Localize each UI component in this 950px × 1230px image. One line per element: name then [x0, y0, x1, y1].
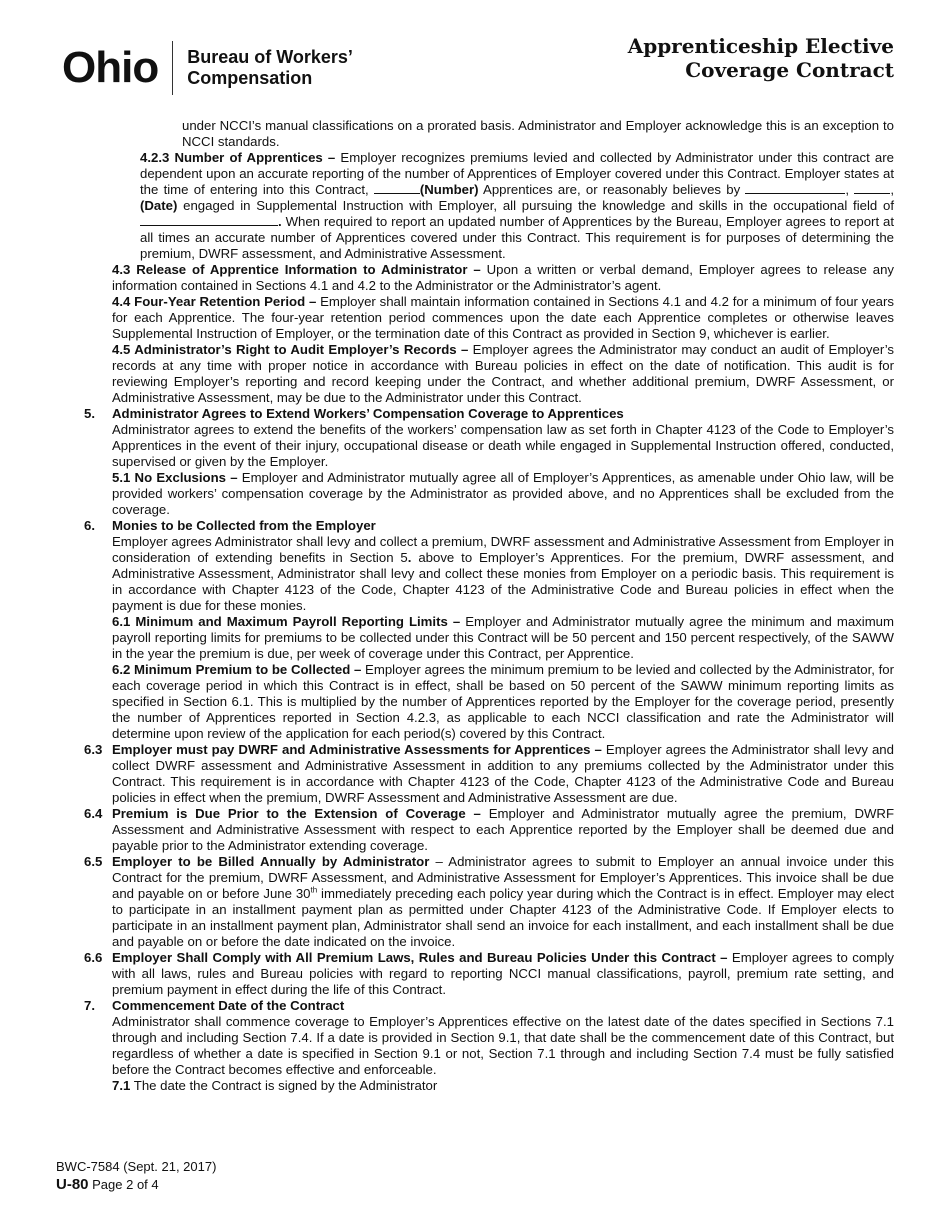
section-4-2-3-heading: 4.2.3 Number of Apprentices –: [140, 150, 336, 165]
ohio-logo-text: Ohio: [62, 43, 159, 92]
section-5-number: 5.: [84, 406, 95, 421]
section-4-3: 4.3 Release of Apprentice Information to Administrator – Upon a written or verbal demand, Employer agrees to release any information contained in Sections 4.1 and 4.2 to the Administrator or the Administrator’s agent.: [112, 262, 894, 293]
section-4-4: 4.4 Four-Year Retention Period – Employer shall maintain information contained in Sections 4.1 and 4.2 for a minimum of four years for each Apprentice. The four-year retention period commences upon the date each Apprentice completes or otherwise leaves Supplemental Instruction of Employer, or the termination date of this Contract as provided in Section 9, whichever is earlier.: [112, 294, 894, 341]
logo-divider: [172, 41, 173, 95]
section-6-heading: Monies to be Collected from the Employer: [112, 518, 376, 533]
section-4-3-heading: 4.3 Release of Apprentice Information to Administrator –: [112, 262, 481, 277]
section-7-1-heading: 7.1: [112, 1078, 131, 1093]
continued-paragraph: under NCCI’s manual classifications on a prorated basis. Administrator and Employer acknowledge this is an exception to NCCI standards.: [182, 118, 894, 149]
section-4-5: 4.5 Administrator’s Right to Audit Employer’s Records – Employer agrees the Administrator may conduct an audit of Employer’s records at any time with proper notice in accordance with Bureau policies in effect on the date of notification. This audit is for reviewing Employer’s reporting and record keeping under the Contract, and whether additional premium, DWRF Assessment, or Administrative Assessment, may be due to the Administrator under this Contract.: [112, 342, 894, 405]
contract-body: [84, 118, 894, 1094]
section-6-number: 6.: [84, 518, 95, 533]
section-7: [84, 998, 894, 1094]
org-name: [187, 47, 353, 89]
section-6-3-number: 6.3: [84, 742, 103, 757]
section-5-1-heading: 5.1 No Exclusions –: [112, 470, 238, 485]
section-4-4-heading: 4.4 Four-Year Retention Period –: [112, 294, 317, 309]
year-blank[interactable]: [854, 182, 890, 194]
section-7-number: 7.: [84, 998, 95, 1013]
section-4-5-heading: 4.5 Administrator’s Right to Audit Employer’s Records –: [112, 342, 469, 357]
form-title: [628, 34, 894, 82]
bwc-logo: [62, 38, 353, 98]
number-blank[interactable]: [374, 182, 420, 194]
page-number: Page 2 of 4: [88, 1177, 159, 1192]
form-code: U-80: [56, 1176, 89, 1193]
section-5: [84, 406, 894, 518]
org-line-2: Compensation: [187, 68, 313, 88]
section-7-text: Administrator shall commence coverage to Employer’s Apprentices effective on the latest date of the dates specified in Sections 7.1 through and including Section 7.4. If a date is provided in Section 9.1, that date shall be the commencement date of this Contract, but regardless of whether a date is specified in Section 9.1 or not, Section 7.1 through and including Section 7.4 must be fully satisfied before the Contract becomes effective and enforceable.: [112, 1014, 894, 1077]
section-6-4: 6.4 Premium is Due Prior to the Extension of Coverage – Employer and Administrator mutually agree the premium, DWRF Assessment and Administrative Assessment with respect to each Apprentice reported by the Employer shall be deemed due and payable prior to the Administrator extending coverage.: [84, 806, 894, 853]
section-5-text: Administrator agrees to extend the benefits of the workers’ compensation law as set forth in Chapter 4123 of the Code to Employer’s Apprentices in the event of their injury, occupational disease or death while engaged in Supplemental Instruction offered, conducted, supervised or given by the Employer.: [112, 422, 894, 469]
section-6-5-heading: Employer to be Billed Annually by Administrator: [112, 854, 430, 869]
section-6-5: 6.5 Employer to be Billed Annually by Administrator – Administrator agrees to submit to Employer an annual invoice under this Contract for the premium, DWRF Assessment, and Administrative Assessment for Employer’s Apprentices. This invoice shall be due and payable on or before June 30th immediately preceding each policy year during which the Contract is in effect. Employer may elect to participate in an installment payment plan as permitted under Chapter 4123 of the Administrative Code. If Employer elects to participate in an installment payment plan, Administrator shall send an invoice for each installment, and each installment shall be due and payable on or before the date indicated on the invoice.: [84, 854, 895, 949]
section-6-3: 6.3 Employer must pay DWRF and Administrative Assessments for Apprentices – Employer agrees the Administrator shall levy and collect DWRF assessment and Administrative Assessment in addition to any premiums collected by the Administrator under this Contract. This requirement is in accordance with Chapter 4123 of the Code, Chapter 4123 of the Administrative Code and Bureau policies in effect when the premium, DWRF Assessment and Administrative Assessment are due.: [84, 742, 894, 805]
section-6-6-number: 6.6: [84, 950, 103, 965]
section-6-6: 6.6 Employer Shall Comply with All Premium Laws, Rules and Bureau Policies Under this Contract – Employer agrees to comply with all laws, rules and Bureau policies with regard to reporting NCCI manual classifications, payroll, premium rate setting, and premium payment in effect during the life of this Contract.: [84, 950, 894, 997]
section-6-1-heading: 6.1 Minimum and Maximum Payroll Reporting Limits –: [112, 614, 461, 629]
title-line-2: Coverage Contract: [685, 58, 894, 82]
title-line-1: Apprenticeship Elective: [627, 34, 894, 58]
page-indicator: [56, 1176, 216, 1194]
form-id: BWC-7584 (Sept. 21, 2017): [56, 1159, 217, 1174]
section-6-4-heading: Premium is Due Prior to the Extension of Coverage –: [112, 806, 481, 821]
section-4-2-3: 4.2.3 Number of Apprentices – Employer recognizes premiums levied and collected by Administrator under this contract are dependent upon an accurate reporting of the number of Apprentices of Employer covered under this Contract. Employer states at the time of entering into this Contract, (Number) Apprentices are, or reasonably believes by , , (Date) engaged in Supplemental Instruction with Employer, all pursuing the knowledge and skills in the occupational field of. When required to report an updated number of Apprentices by the Bureau, Employer agrees to report at all times an accurate number of Apprentices covered under this Contract. This requirement is for purposes of determining the premium, DWRF assessment, and Administrative Assessment.: [140, 150, 894, 261]
section-6-6-heading: Employer Shall Comply with All Premium Laws, Rules and Bureau Policies Under this Contract –: [112, 950, 728, 965]
section-7-1: 7.1 The date the Contract is signed by the Administrator: [112, 1078, 438, 1093]
section-6-4-number: 6.4: [84, 806, 103, 821]
section-6-2-heading: 6.2 Minimum Premium to be Collected –: [112, 662, 362, 677]
section-6-text: Employer agrees Administrator shall levy and collect a premium, DWRF assessment and Administrative Assessment from Employer in consideration of extending benefits in Section 5. above to Employer’s Apprentices. For the premium, DWRF assessment, and Administrative Assessment, Administrator shall levy and collect these monies from Employer on a periodic basis. This requirement is in accordance with Chapter 4123 of the Code, Chapter 4123 of the Administrative Code and Bureau policies in effect when the payment is due for these monies.: [112, 534, 894, 613]
section-6-2: 6.2 Minimum Premium to be Collected – Employer agrees the minimum premium to be levied and collected by the Administrator, for each coverage period in which this Contract is in effect, shall be based on 50 percent of the SAWW minimum reporting limits as specified in Section 6.1. This is multiplied by the number of Apprentices reported by the Employer for the coverage period, presently the number of Apprentices reported in Section 4.2.3, as applicable to each NCCI classification and rate the Administrator will determine upon review of the application for each period(s) covered by this Contract.: [112, 662, 894, 741]
section-6-3-heading: Employer must pay DWRF and Administrative Assessments for Apprentices –: [112, 742, 602, 757]
occupational-field-blank[interactable]: [140, 214, 278, 226]
month-day-blank[interactable]: [745, 182, 845, 194]
section-5-1: 5.1 No Exclusions – Employer and Administrator mutually agree all of Employer’s Apprentices, as amenable under Ohio law, will be provided workers’ compensation coverage by the Administrator as provided above, and no Apprentices shall be excluded from the coverage.: [112, 470, 894, 517]
page-footer: [56, 1158, 216, 1194]
page-header: [0, 0, 950, 112]
section-6-5-number: 6.5: [84, 854, 103, 869]
org-line-1: Bureau of Workers’: [187, 47, 353, 67]
section-7-heading: Commencement Date of the Contract: [112, 998, 345, 1013]
section-5-heading: Administrator Agrees to Extend Workers’ Compensation Coverage to Apprentices: [112, 406, 624, 421]
section-6-1: 6.1 Minimum and Maximum Payroll Reporting Limits – Employer and Administrator mutually agree the minimum and maximum payroll reporting limits for premiums to be collected under this Contract will be 50 percent and 150 percent respectively, of the SAWW in the year the premium is due, per week of coverage under this Contract, per Apprentice.: [112, 614, 895, 661]
section-6: [84, 518, 894, 742]
